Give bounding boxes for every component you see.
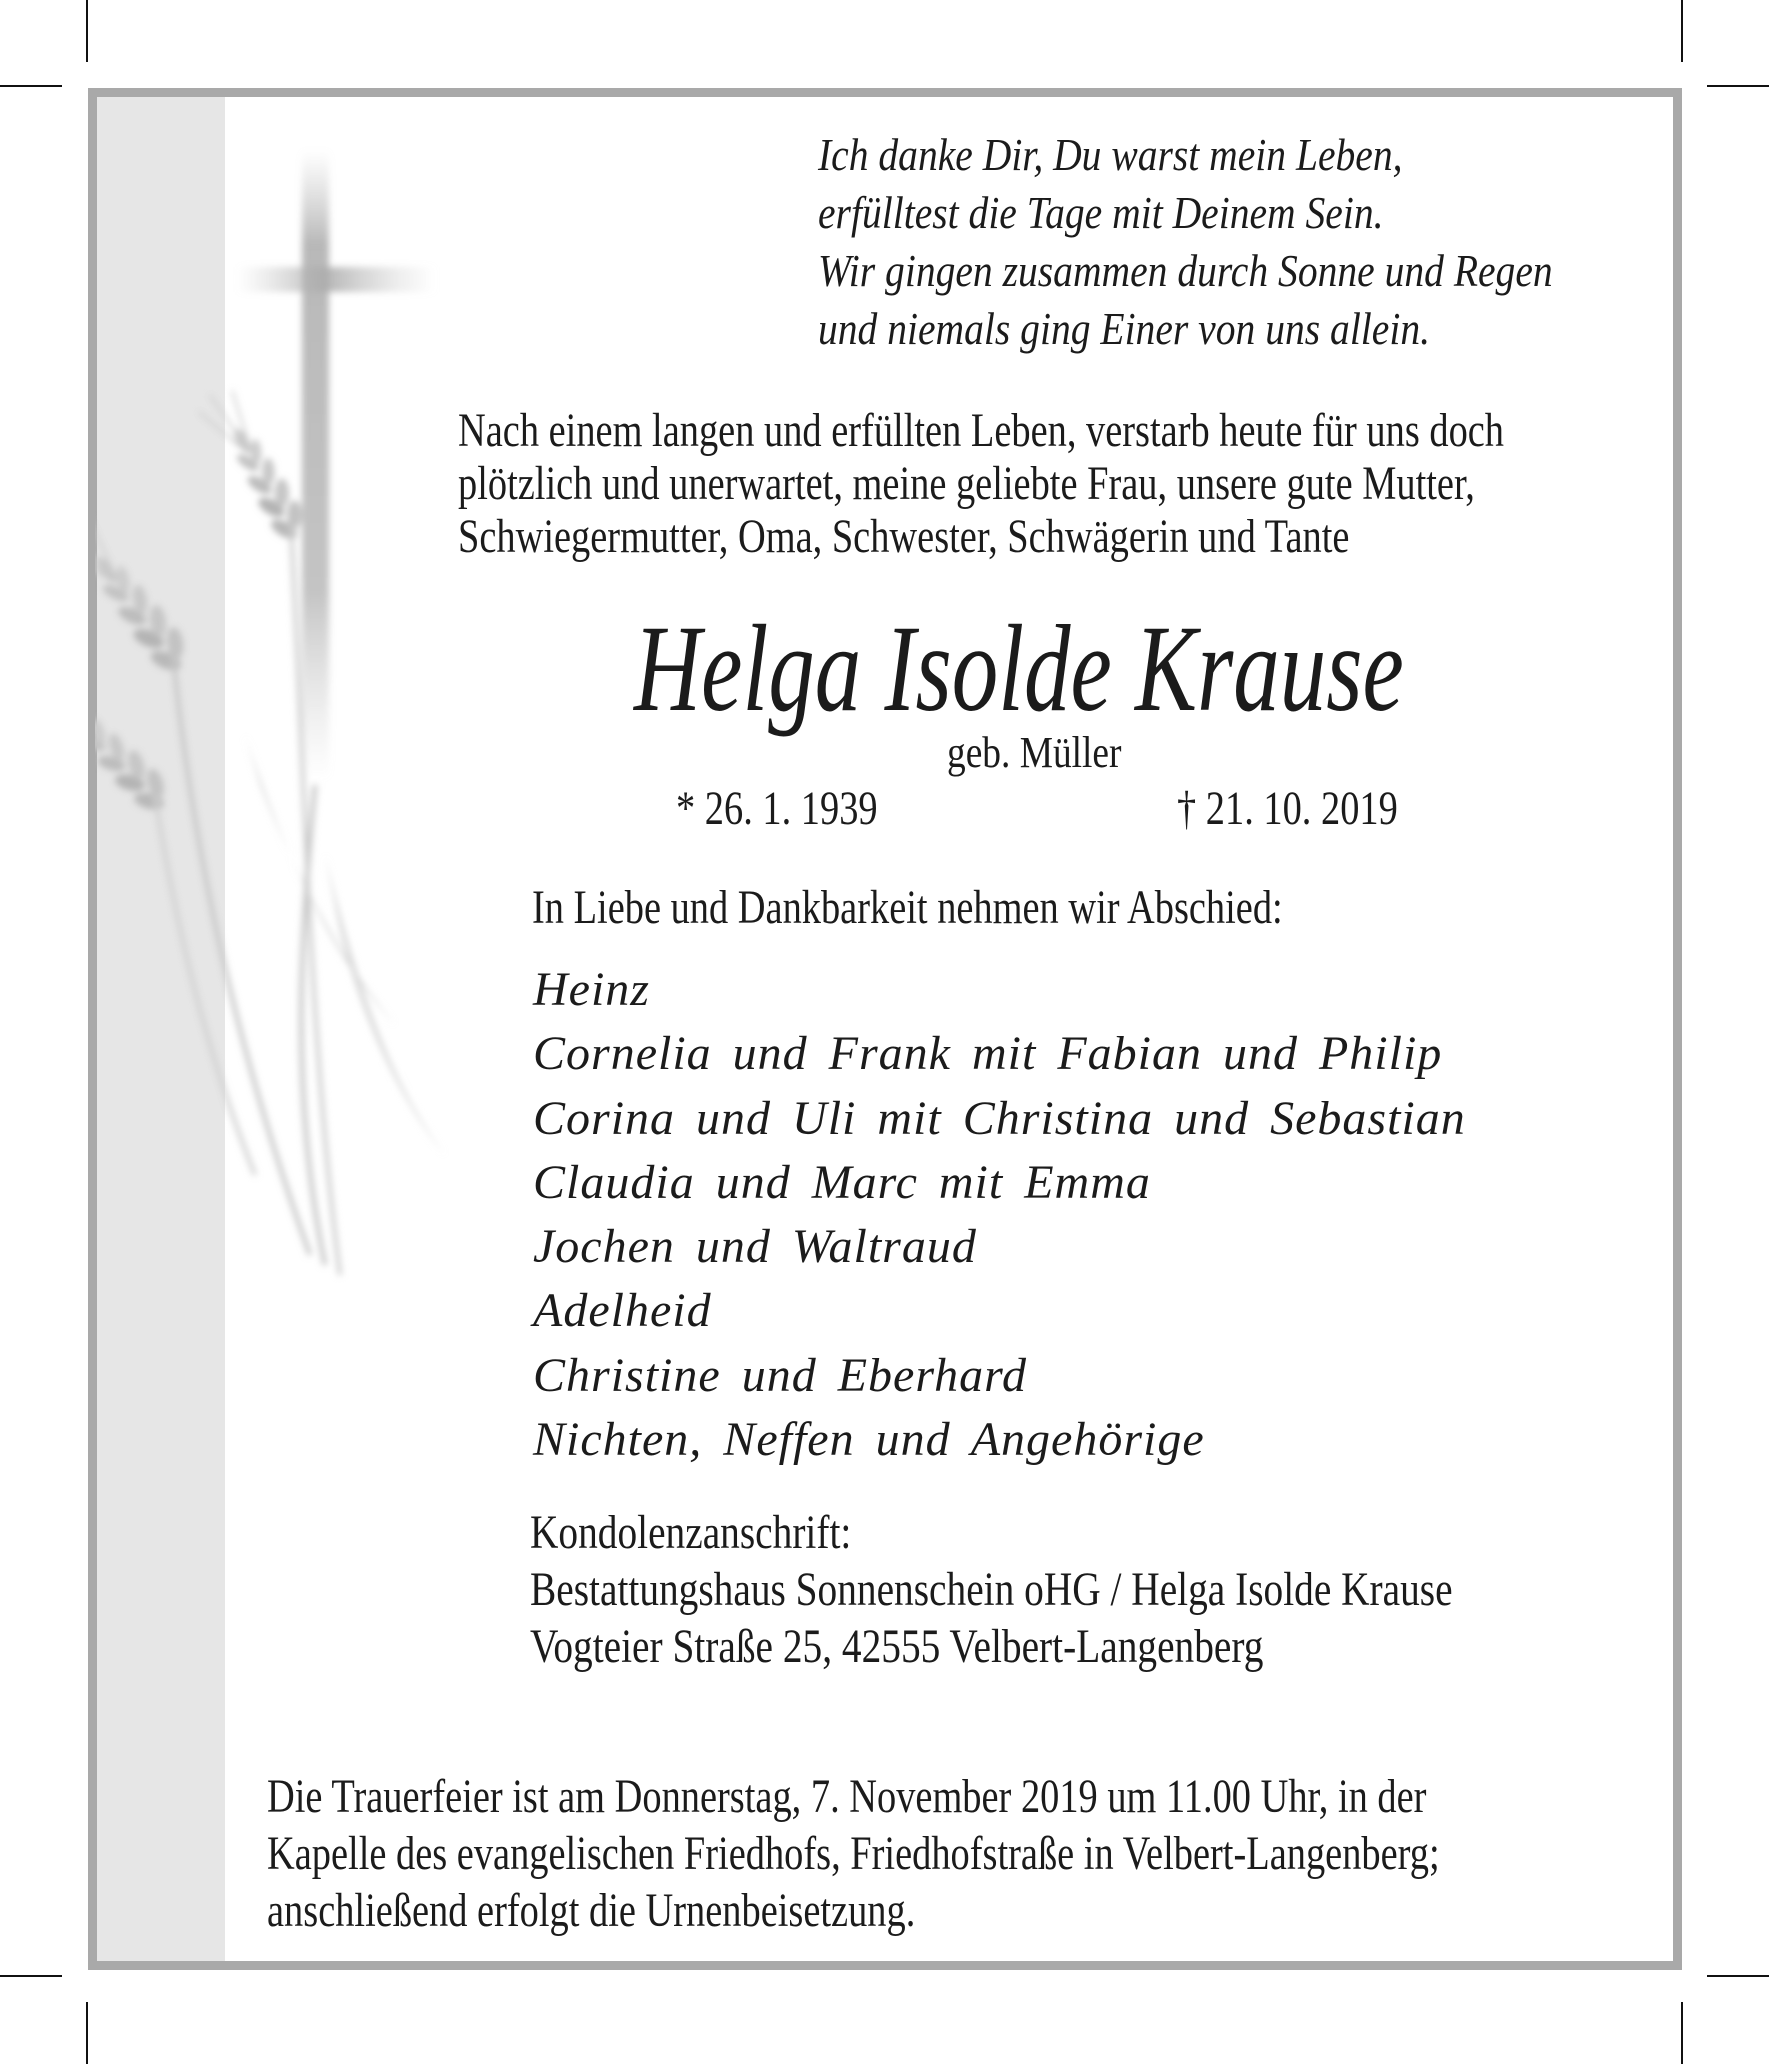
crop-mark-top-left-vertical xyxy=(86,0,88,62)
crop-mark-bottom-left-horizontal xyxy=(0,1975,62,1977)
maiden-name: geb. Müller xyxy=(947,728,1122,777)
announcement-line: Schwiegermutter, Oma, Schwester, Schwägerin und Tante xyxy=(458,510,1350,563)
poem-line: Ich danke Dir, Du warst mein Leben, xyxy=(818,129,1403,180)
mourner-name: Corina und Uli mit Christina und Sebastian xyxy=(533,1091,1466,1145)
announcement-paragraph xyxy=(458,404,1504,563)
deceased-name: Helga Isolde Krause xyxy=(634,600,1404,737)
mourner-name: Cornelia und Frank mit Fabian und Philip xyxy=(533,1027,1443,1081)
funeral-line: Kapelle des evangelischen Friedhofs, Friedhofstraße in Velbert-Langenberg; xyxy=(267,1827,1440,1880)
crop-mark-bottom-left-vertical xyxy=(86,2002,88,2064)
poem-line: Wir gingen zusammen durch Sonne und Regen xyxy=(818,245,1553,296)
condolence-address xyxy=(530,1504,1453,1675)
mourner-name: Christine und Eberhard xyxy=(533,1348,1028,1402)
crop-mark-top-right-horizontal xyxy=(1707,85,1769,87)
mourner-name: Claudia und Marc mit Emma xyxy=(533,1155,1151,1209)
poem-line: und niemals ging Einer von uns allein. xyxy=(818,303,1431,354)
announcement-line: Nach einem langen und erfüllten Leben, verstarb heute für uns doch xyxy=(458,404,1505,457)
mourner-name: Jochen und Waltraud xyxy=(533,1220,977,1274)
crop-mark-bottom-right-horizontal xyxy=(1707,1975,1769,1977)
crop-mark-top-right-vertical xyxy=(1681,0,1683,62)
announcement-line: plötzlich und unerwartet, meine geliebte Frau, unsere gute Mutter, xyxy=(458,457,1475,510)
funeral-line: Die Trauerfeier ist am Donnerstag, 7. November 2019 um 11.00 Uhr, in der xyxy=(267,1770,1427,1823)
mourner-name: Heinz xyxy=(533,963,650,1016)
funeral-details xyxy=(267,1768,1440,1939)
crop-mark-top-left-horizontal xyxy=(0,85,62,87)
death-date: † 21. 10. 2019 xyxy=(1177,782,1398,835)
crop-mark-bottom-right-vertical xyxy=(1681,2002,1683,2064)
condolence-label: Kondolenzanschrift: xyxy=(530,1506,852,1559)
condolence-line: Bestattungshaus Sonnenschein oHG / Helga Isolde Krause xyxy=(530,1563,1453,1616)
poem-line: erfülltest die Tage mit Deinem Sein. xyxy=(818,187,1384,238)
funeral-line: anschließend erfolgt die Urnenbeisetzung. xyxy=(267,1884,916,1937)
mourner-name: Adelheid xyxy=(533,1284,712,1338)
mourner-name: Nichten, Neffen und Angehörige xyxy=(533,1413,1205,1467)
side-strip xyxy=(97,97,225,1961)
mourners-list xyxy=(533,958,1466,1472)
epigraph-poem xyxy=(818,126,1553,358)
birth-date: * 26. 1. 1939 xyxy=(676,782,878,835)
farewell-heading: In Liebe und Dankbarkeit nehmen wir Abschied: xyxy=(532,881,1283,934)
condolence-line: Vogteier Straße 25, 42555 Velbert-Langenberg xyxy=(530,1620,1264,1673)
